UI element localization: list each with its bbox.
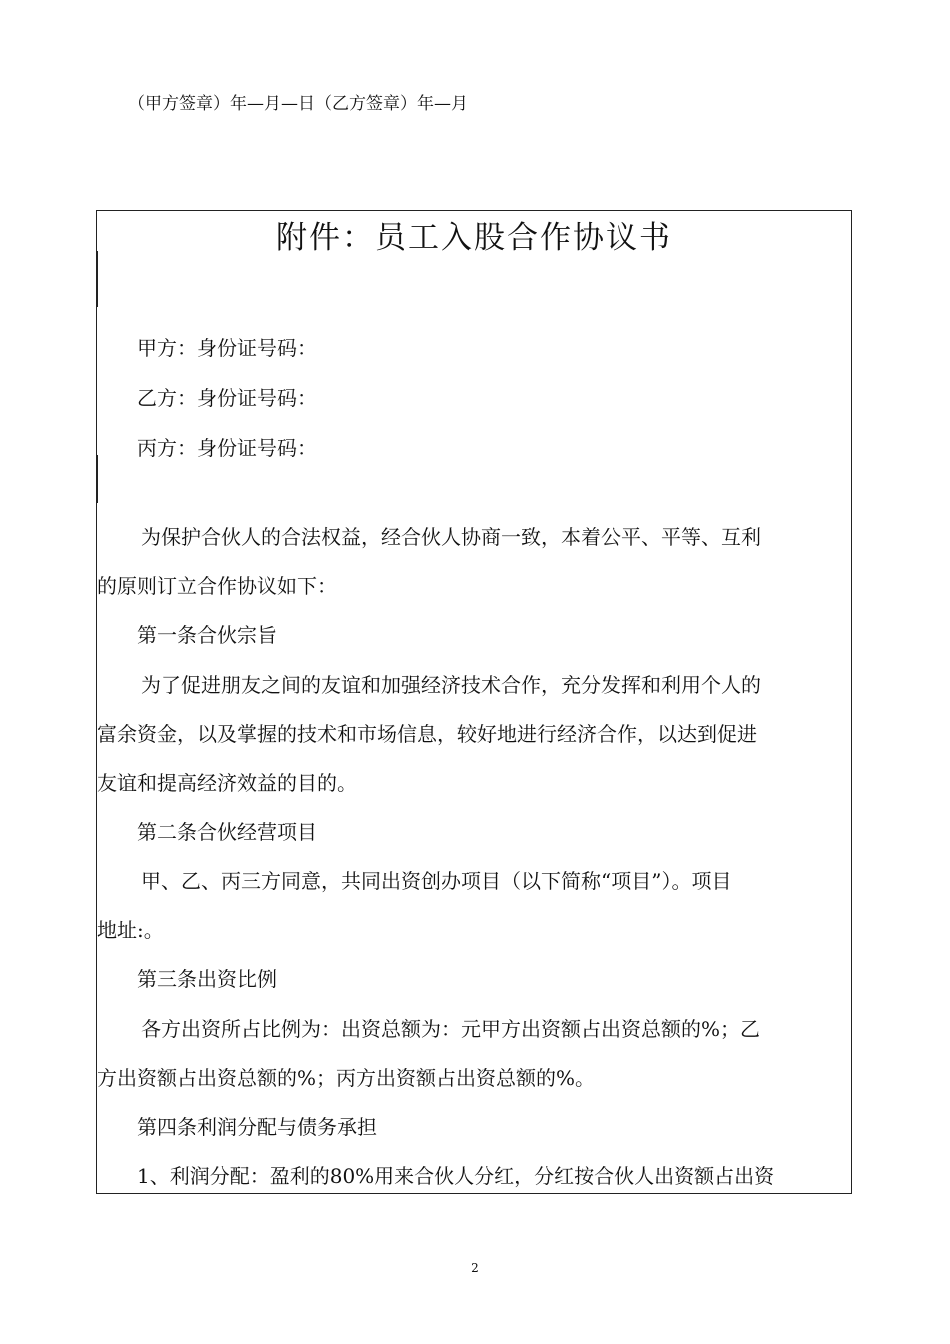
article-2-line: 地址:。: [97, 918, 164, 942]
document-title: 附件：员工入股合作协议书: [276, 220, 672, 256]
party-line-c: 丙方：身份证号码：: [137, 436, 317, 460]
article-4-heading: 第四条利润分配与债务承担: [137, 1115, 377, 1139]
signature-line: （甲方签章）年—月—日（乙方签章）年—月: [128, 94, 468, 114]
article-1-line: 友谊和提高经济效益的目的。: [97, 771, 357, 795]
article-1-line: 为了促进朋友之间的友谊和加强经济技术合作，充分发挥和利用个人的: [141, 673, 761, 697]
article-1-heading: 第一条合伙宗旨: [137, 623, 277, 647]
article-3-line: 各方出资所占比例为：出资总额为：元甲方出资额占出资总额的%；乙: [141, 1017, 761, 1041]
intro-line: 的原则订立合作协议如下：: [97, 574, 337, 598]
article-4-line: 1、利润分配：盈利的80%用来合伙人分红，分红按合伙人出资额占出资: [137, 1164, 775, 1188]
article-3-heading: 第三条出资比例: [137, 967, 277, 991]
article-3-line: 方出资额占出资总额的%；丙方出资额占出资总额的%。: [97, 1066, 596, 1090]
agreement-frame: [96, 210, 852, 1194]
article-2-line: 甲、乙、丙三方同意，共同出资创办项目（以下简称“项目”）。项目: [141, 869, 732, 893]
party-line-a: 甲方：身份证号码：: [137, 336, 317, 360]
article-2-heading: 第二条合伙经营项目: [137, 820, 317, 844]
page-number: 2: [471, 1261, 479, 1275]
intro-line: 为保护合伙人的合法权益，经合伙人协商一致，本着公平、平等、互利: [141, 525, 761, 549]
article-1-line: 富余资金，以及掌握的技术和市场信息，较好地进行经济合作，以达到促进: [97, 722, 757, 746]
party-line-b: 乙方：身份证号码：: [137, 386, 317, 410]
